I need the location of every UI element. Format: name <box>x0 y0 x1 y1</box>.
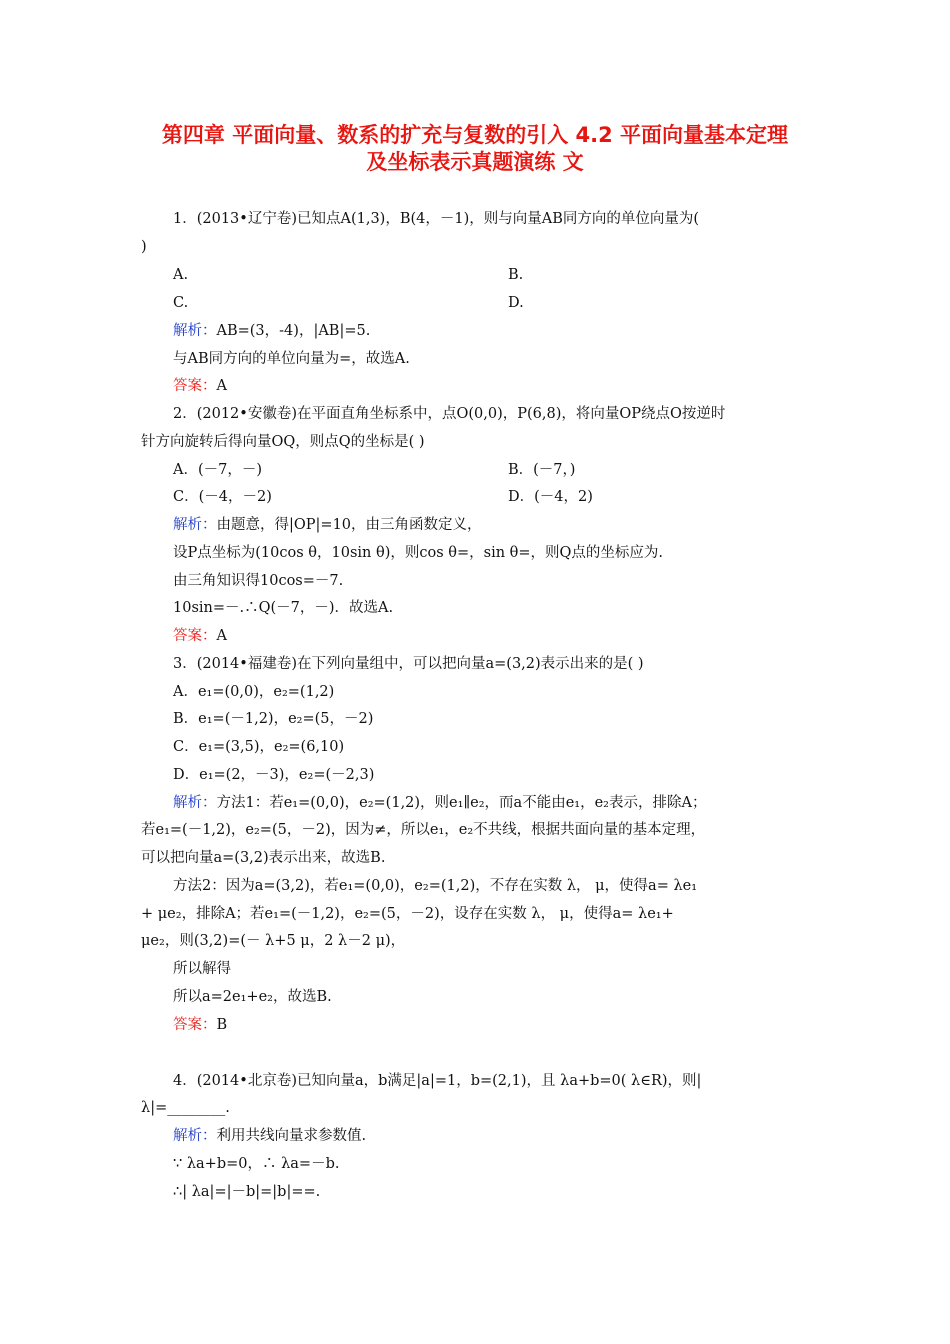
q1-stem-line-1: 1．(2013•辽宁卷)已知点A(1,3)，B(4，－1)，则与向量AB同方向的单位向量为( <box>173 211 700 227</box>
q2-option-d: D．(－4，2) <box>508 489 593 505</box>
title-line-1: 第四章 平面向量、数系的扩充与复数的引入 4.2 平面向量基本定理 <box>161 123 789 147</box>
q2-option-b: B．(－7，) <box>508 462 576 478</box>
q3-option-c: C．e₁=(3,5)，e₂=(6,10) <box>173 739 345 755</box>
analysis-label: 解析： <box>173 323 217 339</box>
q3-analysis-line-8: 所以a=2e₁+e₂，故选B. <box>173 989 332 1005</box>
q3-analysis-line-3: 可以把向量a=(3,2)表示出来，故选B. <box>141 850 386 866</box>
q1-analysis-text: AB=(3，-4)，|AB|=5. <box>216 323 371 339</box>
q2-answer: A <box>216 628 227 644</box>
q3-analysis-line-7: 所以解得 <box>173 961 231 977</box>
q2-stem-line-2: 针方向旋转后得向量OQ，则点Q的坐标是( ) <box>141 434 425 450</box>
answer-label: 答案： <box>173 1017 217 1033</box>
q4-stem-line-2: λ|=________. <box>141 1100 230 1116</box>
q3-analysis-line-6: μe₂，则(3,2)=(－ λ+5 μ，2 λ－2 μ)， <box>141 933 406 949</box>
q3-answer: B <box>216 1017 228 1033</box>
q1-analysis-line-1 <box>173 321 845 341</box>
q3-analysis-line-5: + μe₂，排除A；若e₁=(－1,2)，e₂=(5，－2)，设存在实数 λ， μ，使得a= λe₁+ <box>141 906 674 922</box>
q1-option-c: C. <box>173 295 189 311</box>
q1-analysis-line-2: 与AB同方向的单位向量为=，故选A. <box>173 351 410 367</box>
q3-answer-line <box>173 1015 845 1035</box>
q1-option-b: B. <box>508 267 524 283</box>
q2-answer-line <box>173 626 845 646</box>
q2-analysis-line-2: 设P点坐标为(10cos θ，10sin θ)，则cos θ=，sin θ=，则Q点的坐标应为. <box>173 545 664 561</box>
q2-option-a: A．(－7，－) <box>173 462 263 478</box>
q2-stem-line-1: 2．(2012•安徽卷)在平面直角坐标系中，点O(0,0)，P(6,8)，将向量OP绕点O按逆时 <box>173 406 726 422</box>
q2-analysis-line-4: 10sin=－.∴Q(－7，－)．故选A. <box>173 600 394 616</box>
q4-analysis-line-2: ∵ λa+b=0，∴ λa=－b. <box>173 1156 340 1172</box>
q4-stem-line-1: 4．(2014•北京卷)已知向量a，b满足|a|=1，b=(2,1)，且 λa+b=0( λ∈R)，则| <box>173 1073 702 1089</box>
q3-option-b: B．e₁=(－1,2)，e₂=(5，－2) <box>173 711 374 727</box>
q3-analysis-line-4: 方法2：因为a=(3,2)，若e₁=(0,0)，e₂=(1,2)，不存在实数 λ， μ，使得a= λe₁ <box>173 878 698 894</box>
q1-answer-line <box>173 376 845 396</box>
q3-stem-line-1: 3．(2014•福建卷)在下列向量组中，可以把向量a=(3,2)表示出来的是( ) <box>173 656 644 672</box>
q4-analysis-line-3: ∴| λa|=|－b|=|b|==. <box>173 1184 321 1200</box>
q4-analysis-line-1 <box>173 1126 845 1146</box>
answer-label: 答案： <box>173 628 217 644</box>
q1-stem-line-2: ) <box>141 239 147 255</box>
q4-analysis-text: 利用共线向量求参数值. <box>216 1128 367 1144</box>
q1-option-a: A. <box>173 267 189 283</box>
q2-analysis-line-1 <box>173 515 845 535</box>
q1-answer: A <box>216 378 227 394</box>
title-line-2: 及坐标表示真题演练 文 <box>366 150 584 174</box>
q2-analysis-text: 由题意，得|OP|=10，由三角函数定义， <box>216 517 482 533</box>
q3-option-a: A．e₁=(0,0)，e₂=(1,2) <box>173 684 335 700</box>
analysis-label: 解析： <box>173 795 217 811</box>
q3-analysis-text: 方法1：若e₁=(0,0)，e₂=(1,2)，则e₁∥e₂，而a不能由e₁，e₂表示，排除A； <box>216 795 707 811</box>
analysis-label: 解析： <box>173 517 217 533</box>
q3-analysis-line-2: 若e₁=(－1,2)，e₂=(5，－2)，因为≠，所以e₁，e₂不共线，根据共面向量的基本定理， <box>141 822 706 838</box>
document-title <box>120 122 830 176</box>
q1-option-d: D. <box>508 295 524 311</box>
q2-analysis-line-3: 由三角知识得10cos=－7. <box>173 573 344 589</box>
q3-option-d: D．e₁=(2，－3)，e₂=(－2,3) <box>173 767 375 783</box>
answer-label: 答案： <box>173 378 217 394</box>
q2-option-c: C．(－4，－2) <box>173 489 272 505</box>
analysis-label: 解析： <box>173 1128 217 1144</box>
q3-analysis-line-1 <box>173 793 845 813</box>
